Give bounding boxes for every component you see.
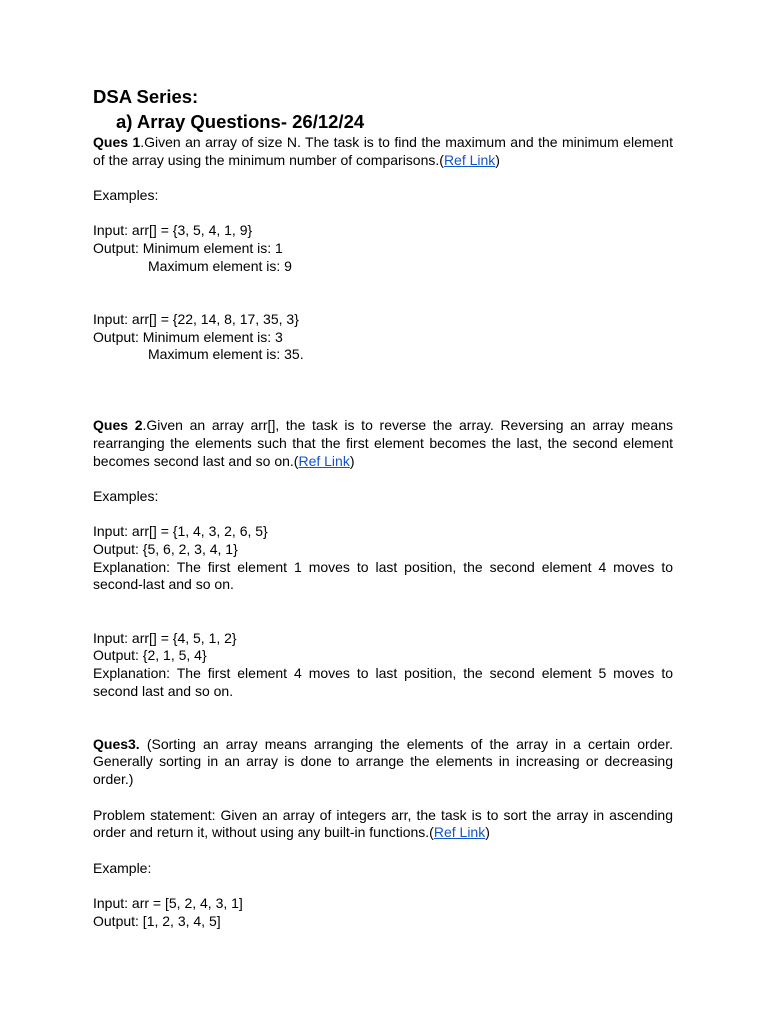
question-1-example-1-input: Input: arr[] = {3, 5, 4, 1, 9} [93,222,253,239]
question-3 [93,736,673,789]
section-title: a) Array Questions- 26/12/24 [116,111,365,132]
question-2-label: Ques 2 [93,417,143,434]
question-3-example-output: Output: [1, 2, 3, 4, 5] [93,912,221,929]
question-2-example-2-explanation: Explanation: The first element 4 moves to last position, the second element 5 moves to second last and so on. [93,664,673,699]
question-3-ref-link[interactable]: Ref Link [433,824,486,841]
question-1 [93,134,673,169]
question-2-example-2-input: Input: arr[] = {4, 5, 1, 2} [93,629,237,646]
question-3-close: ) [485,824,490,841]
question-2-ref-link[interactable]: Ref Link [298,452,350,469]
question-2-example-1-output: Output: {5, 6, 2, 3, 4, 1} [93,541,238,558]
question-1-example-2-output: Output: Minimum element is: 3 [93,328,283,345]
question-3-problem-text: Problem statement: Given an array of integers arr, the task is to sort the array in ascending order and return it, without using any built-in functions.( [93,806,673,841]
question-2-example-1-input: Input: arr[] = {1, 4, 3, 2, 6, 5} [93,523,268,540]
document-page [93,86,673,930]
question-1-example-1-output-max: Maximum element is: 9 [148,257,292,274]
question-3-text: (Sorting an array means arranging the elements of the array in a certain order. Generally sorting in an array is done to arrange the elements in increasing or decreasing order.) [93,735,673,788]
question-2-close: ) [349,452,355,469]
question-2 [93,417,673,470]
question-1-example-2-input: Input: arr[] = {22, 14, 8, 17, 35, 3} [93,310,299,327]
question-1-example-2-output-max: Maximum element is: 35. [148,346,304,363]
question-2-examples-heading: Examples: [93,487,159,504]
question-2-example-1-explanation: Explanation: The first element 1 moves to last position, the second element 4 moves to second-last and so on. [93,558,673,593]
question-3-example-input: Input: arr = [5, 2, 4, 3, 1] [93,895,243,912]
question-2-example-2-output: Output: {2, 1, 5, 4} [93,647,207,664]
question-1-label: Ques 1 [93,134,141,150]
question-2-text: .Given an array arr[], the task is to reverse the array. Reversing an array means rearranging the elements such that the first element becomes the last, the second element becomes second last and so on.( [93,417,673,469]
question-1-ref-link[interactable]: Ref Link [443,151,496,168]
question-1-examples-heading: Examples: [93,187,159,204]
question-1-close: ) [495,151,500,168]
question-3-problem-statement [93,807,673,842]
series-title: DSA Series: [93,86,199,107]
question-1-text: .Given an array of size N. The task is to find the maximum and the minimum element of the array using the minimum number of comparisons.( [93,134,673,168]
question-1-example-1-output: Output: Minimum element is: 1 [93,240,283,257]
question-3-label: Ques3. [93,735,140,752]
question-3-example-heading: Example: [93,859,152,876]
